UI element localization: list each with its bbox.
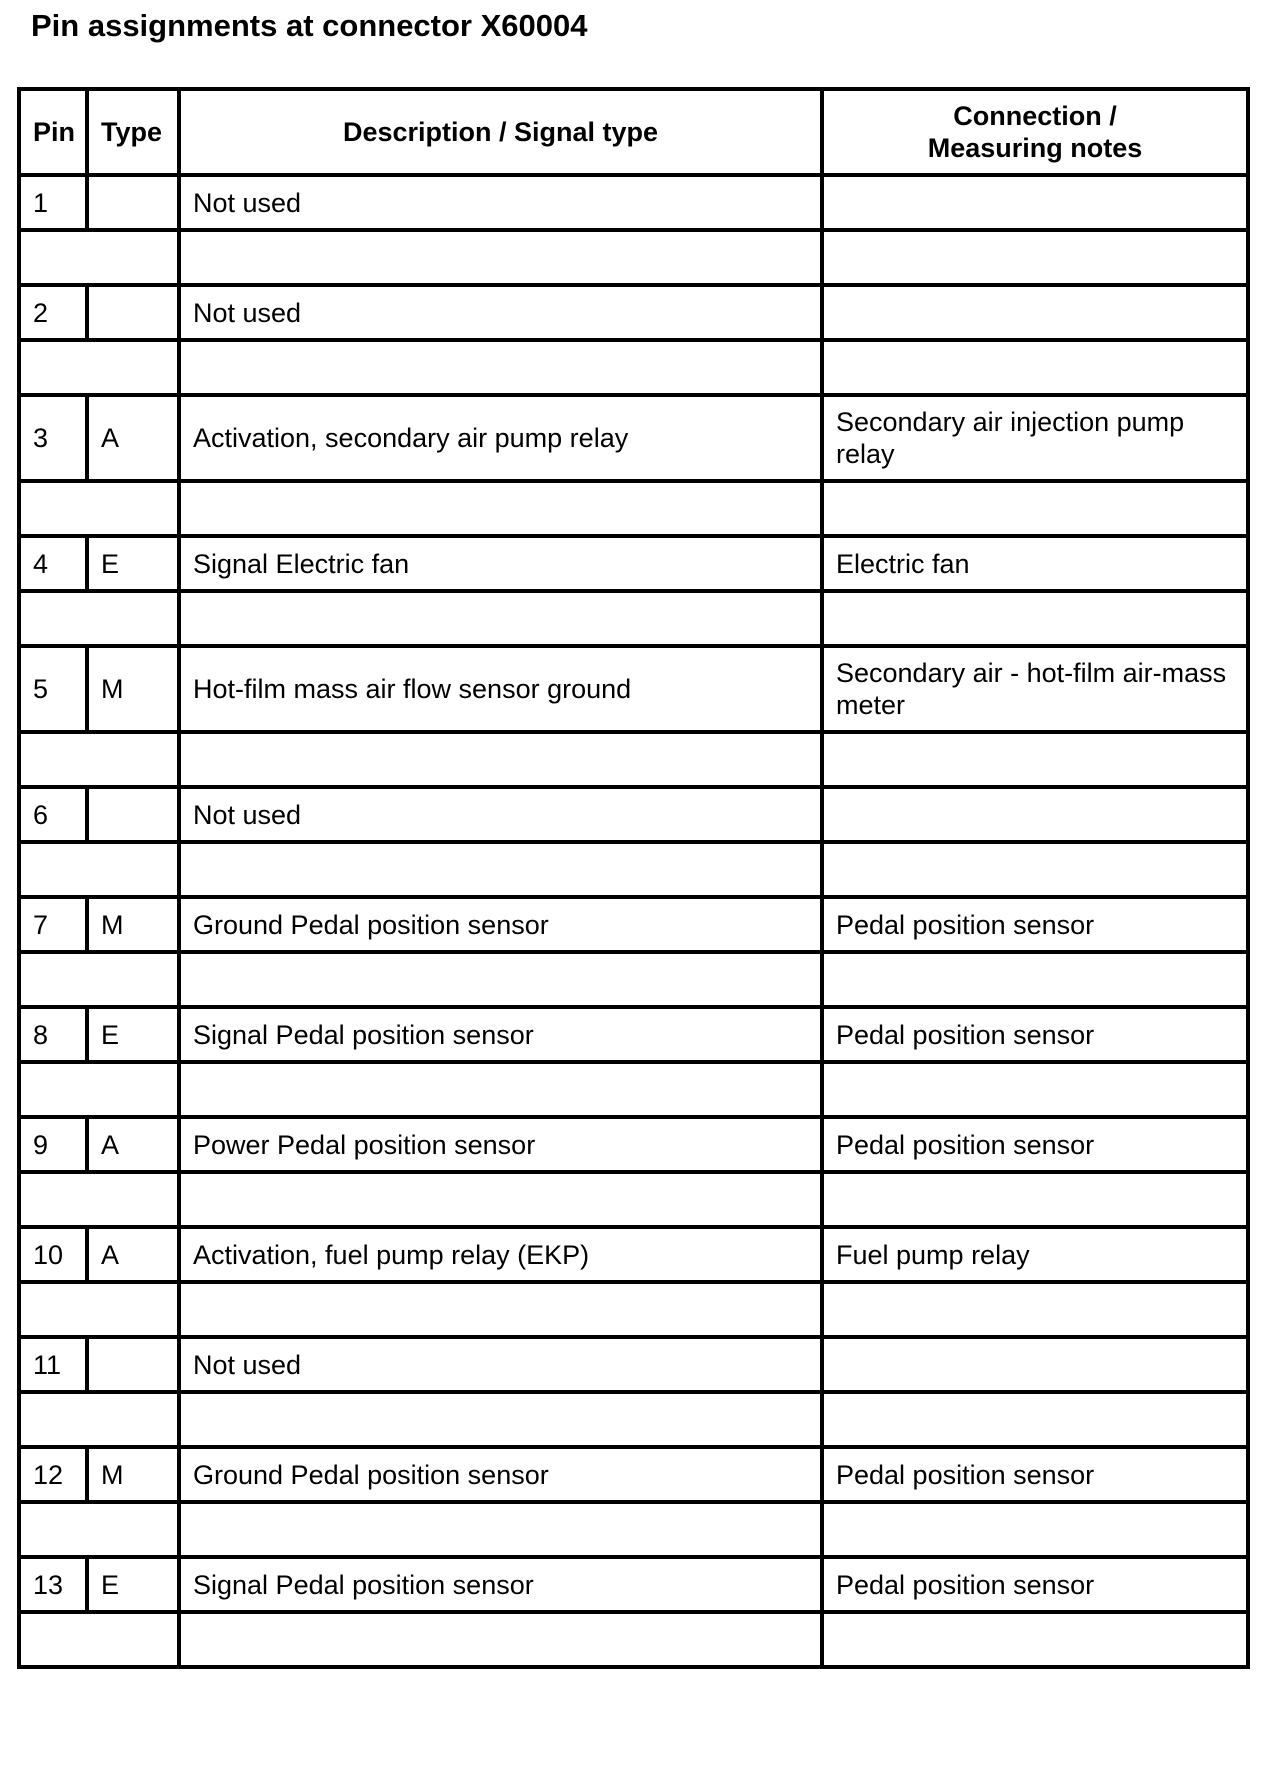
spacer-cell-pin-type	[19, 1282, 179, 1337]
cell-connection: Pedal position sensor	[822, 1007, 1248, 1062]
spacer-cell-pin-type	[19, 340, 179, 395]
spacer-cell-pin-type	[19, 842, 179, 897]
table-row	[19, 285, 1248, 340]
header-type: Type	[87, 89, 179, 175]
cell-pin: 10	[19, 1227, 87, 1282]
spacer-row	[19, 1612, 1248, 1667]
cell-type	[87, 787, 179, 842]
cell-pin: 4	[19, 536, 87, 591]
cell-pin: 1	[19, 175, 87, 230]
cell-connection	[822, 175, 1248, 230]
cell-connection: Pedal position sensor	[822, 1117, 1248, 1172]
spacer-cell-description	[179, 1612, 822, 1667]
cell-pin: 2	[19, 285, 87, 340]
spacer-cell-connection	[822, 732, 1248, 787]
header-connection-line2: Measuring notes	[927, 133, 1143, 163]
spacer-cell-connection	[822, 1502, 1248, 1557]
cell-type: E	[87, 536, 179, 591]
table-row	[19, 1117, 1248, 1172]
table-body	[19, 175, 1248, 1667]
cell-type	[87, 285, 179, 340]
spacer-cell-pin-type	[19, 1612, 179, 1667]
cell-type: M	[87, 897, 179, 952]
table-row	[19, 1447, 1248, 1502]
table-row	[19, 1227, 1248, 1282]
cell-pin: 13	[19, 1557, 87, 1612]
table-row	[19, 536, 1248, 591]
cell-connection: Pedal position sensor	[822, 1557, 1248, 1612]
cell-pin: 5	[19, 646, 87, 732]
cell-connection: Pedal position sensor	[822, 1447, 1248, 1502]
table-row	[19, 1007, 1248, 1062]
cell-pin: 9	[19, 1117, 87, 1172]
cell-connection: Pedal position sensor	[822, 897, 1248, 952]
spacer-cell-pin-type	[19, 591, 179, 646]
cell-connection	[822, 787, 1248, 842]
table-row	[19, 395, 1248, 481]
spacer-cell-connection	[822, 1612, 1248, 1667]
cell-type: A	[87, 395, 179, 481]
spacer-cell-description	[179, 952, 822, 1007]
cell-pin: 3	[19, 395, 87, 481]
spacer-cell-pin-type	[19, 1392, 179, 1447]
spacer-row	[19, 1062, 1248, 1117]
spacer-cell-description	[179, 340, 822, 395]
cell-type: A	[87, 1227, 179, 1282]
spacer-cell-description	[179, 1392, 822, 1447]
cell-description: Activation, secondary air pump relay	[179, 395, 822, 481]
header-row	[19, 89, 1248, 175]
cell-connection: Secondary air - hot-film air-mass meter	[822, 646, 1248, 732]
spacer-cell-connection	[822, 591, 1248, 646]
cell-description: Signal Electric fan	[179, 536, 822, 591]
table-row	[19, 897, 1248, 952]
spacer-cell-pin-type	[19, 1062, 179, 1117]
cell-type: M	[87, 1447, 179, 1502]
cell-description: Not used	[179, 787, 822, 842]
cell-type: E	[87, 1007, 179, 1062]
cell-connection: Fuel pump relay	[822, 1227, 1248, 1282]
cell-type	[87, 175, 179, 230]
cell-description: Ground Pedal position sensor	[179, 1447, 822, 1502]
spacer-row	[19, 732, 1248, 787]
cell-pin: 11	[19, 1337, 87, 1392]
spacer-row	[19, 952, 1248, 1007]
table-row	[19, 1557, 1248, 1612]
cell-description: Signal Pedal position sensor	[179, 1007, 822, 1062]
page-title: Pin assignments at connector X60004	[31, 8, 588, 43]
cell-type: A	[87, 1117, 179, 1172]
spacer-cell-connection	[822, 230, 1248, 285]
cell-connection: Secondary air injection pump relay	[822, 395, 1248, 481]
spacer-cell-pin-type	[19, 481, 179, 536]
spacer-cell-connection	[822, 842, 1248, 897]
spacer-row	[19, 1172, 1248, 1227]
cell-pin: 12	[19, 1447, 87, 1502]
spacer-cell-description	[179, 481, 822, 536]
spacer-cell-description	[179, 1502, 822, 1557]
pin-assignment-table	[17, 87, 1250, 1669]
spacer-row	[19, 340, 1248, 395]
spacer-cell-connection	[822, 1172, 1248, 1227]
table-row	[19, 787, 1248, 842]
spacer-cell-connection	[822, 1062, 1248, 1117]
spacer-row	[19, 1282, 1248, 1337]
spacer-cell-connection	[822, 340, 1248, 395]
spacer-cell-description	[179, 1172, 822, 1227]
header-pin: Pin	[19, 89, 87, 175]
spacer-cell-description	[179, 230, 822, 285]
spacer-cell-description	[179, 732, 822, 787]
cell-description: Activation, fuel pump relay (EKP)	[179, 1227, 822, 1282]
cell-connection	[822, 285, 1248, 340]
spacer-cell-pin-type	[19, 732, 179, 787]
cell-description: Not used	[179, 1337, 822, 1392]
cell-description: Ground Pedal position sensor	[179, 897, 822, 952]
spacer-cell-description	[179, 591, 822, 646]
header-connection	[822, 89, 1248, 175]
spacer-cell-connection	[822, 1282, 1248, 1337]
cell-pin: 8	[19, 1007, 87, 1062]
cell-description: Signal Pedal position sensor	[179, 1557, 822, 1612]
spacer-row	[19, 591, 1248, 646]
spacer-cell-connection	[822, 481, 1248, 536]
cell-connection: Electric fan	[822, 536, 1248, 591]
cell-connection	[822, 1337, 1248, 1392]
cell-type: E	[87, 1557, 179, 1612]
header-connection-line1: Connection /	[953, 101, 1117, 131]
spacer-cell-pin-type	[19, 230, 179, 285]
spacer-cell-pin-type	[19, 1172, 179, 1227]
spacer-row	[19, 230, 1248, 285]
spacer-cell-connection	[822, 1392, 1248, 1447]
cell-description: Power Pedal position sensor	[179, 1117, 822, 1172]
spacer-cell-pin-type	[19, 952, 179, 1007]
spacer-cell-description	[179, 842, 822, 897]
header-description: Description / Signal type	[179, 89, 822, 175]
table-row	[19, 646, 1248, 732]
spacer-row	[19, 481, 1248, 536]
cell-pin: 6	[19, 787, 87, 842]
table-row	[19, 175, 1248, 230]
cell-description: Hot-film mass air flow sensor ground	[179, 646, 822, 732]
table-row	[19, 1337, 1248, 1392]
spacer-row	[19, 1392, 1248, 1447]
spacer-row	[19, 842, 1248, 897]
spacer-cell-pin-type	[19, 1502, 179, 1557]
spacer-cell-connection	[822, 952, 1248, 1007]
spacer-row	[19, 1502, 1248, 1557]
cell-pin: 7	[19, 897, 87, 952]
spacer-cell-description	[179, 1062, 822, 1117]
cell-type	[87, 1337, 179, 1392]
cell-type: M	[87, 646, 179, 732]
cell-description: Not used	[179, 285, 822, 340]
spacer-cell-description	[179, 1282, 822, 1337]
cell-description: Not used	[179, 175, 822, 230]
